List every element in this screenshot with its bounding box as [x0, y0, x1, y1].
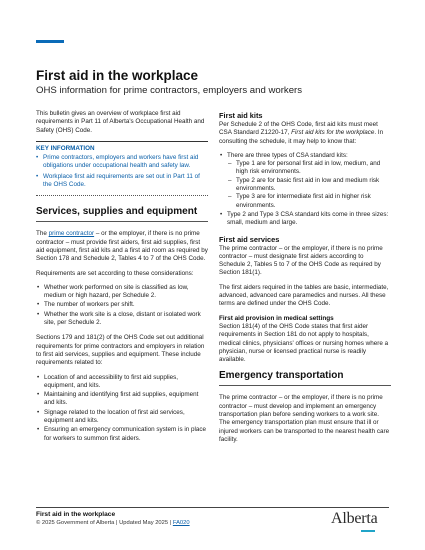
considerations-list [36, 284, 208, 327]
kits-list [219, 152, 391, 228]
services-paragraph-3: Sections 179 and 181(2) of the OHS Code set out additional requirements for prime contractors and employers in relation to first aid services, supplies and equipment. These include requirements related to: [36, 334, 205, 367]
footer-copyright-text: © 2025 Government of Alberta | Updated May 2025 | [36, 520, 172, 526]
page-title: First aid in the workplace [36, 68, 199, 83]
kit-type-item: – Type 2 are for basic first aid in low and medium risk environments. [227, 177, 391, 194]
services-paragraph-1 [36, 230, 208, 263]
requirement-item: • Signage related to the location of first aid services, equipment and kits. [36, 409, 208, 426]
first-aid-services-paragraph-1: The prime contractor – or the employer, if there is no prime contractor – must designate first aiders according to Schedule 2, Tables 5 to 7 of the OHS Code as required by Section 181(1). [219, 244, 383, 277]
alberta-logo-underline [361, 530, 375, 532]
kits-list-item: • Type 2 and Type 3 CSA standard kits come in three sizes: small, medium and large. [219, 211, 391, 228]
kits-paragraph [219, 121, 391, 146]
key-information-item: • Workplace first aid requirements are set out in Part 11 of the OHS Code. [36, 173, 208, 190]
kit-types-intro: There are three types of CSA standard kits: [227, 151, 348, 159]
section-rule [219, 385, 391, 386]
prime-contractor-link[interactable]: prime contractor [48, 230, 95, 238]
footer-title: First aid in the workplace [36, 511, 116, 518]
medical-settings-paragraph: Section 181(4) of the OHS Code states that first aider requirements in Section 181 do not apply to hospitals, medical clinics, physicians' offices or nursing homes where a physician, nurse or licensed practical nurse is readily available. [219, 322, 389, 364]
kit-types-list [227, 160, 391, 210]
footer-code-link[interactable]: FA020 [172, 520, 190, 526]
key-information-box [36, 141, 208, 196]
first-aid-services-heading: First aid services [219, 234, 280, 244]
transport-paragraph: The prime contractor – or the employer, if there is no prime contractor – must develop and implement an emergency transportation plan before sending workers to a work site. The emergency transportation plan must ensure that ill or injured workers can be transported to the nearest health care facility. [219, 394, 390, 443]
kits-list-item [219, 152, 391, 210]
services-paragraph-2: Requirements are set according to these considerations: [36, 269, 194, 277]
kits-p1-rest: . In consulting the schedule, it may help to know that: [219, 129, 384, 145]
requirement-item: • Location of and accessibility to first aid supplies, equipment, and kits. [36, 374, 208, 391]
left-column [36, 110, 208, 450]
services-heading: Services, supplies and equipment [36, 206, 198, 218]
transport-heading: Emergency transportation [219, 370, 344, 382]
consideration-item: • Whether the work site is a close, distant or isolated work site, per Schedule 2. [36, 311, 208, 328]
consideration-item: • Whether work performed on site is classified as low, medium or high hazard, per Schedule 2. [36, 284, 208, 301]
right-column [219, 111, 391, 450]
kit-type-item: – Type 1 are for personal first aid in low, medium, and high risk environments. [227, 160, 391, 177]
section-rule [36, 221, 208, 222]
services-p1-prefix: The [36, 230, 47, 238]
footer-rule [36, 507, 389, 508]
footer-copyright [36, 520, 190, 526]
services-p1-rest: – or the employer, if there is no prime contractor – must provide first aiders, first aid supplies, first aid equipment, first aid kits and a first aid room as required by Section 178 and Schedule 2, Tables 4 to 7 of the OHS Code. [36, 230, 208, 263]
key-information-title: KEY INFORMATION [36, 144, 95, 152]
accent-bar [36, 40, 64, 43]
key-information-item: • Prime contractors, employers and workers have first aid obligations under occupational health and safety law. [36, 154, 208, 171]
kits-heading: First aid kits [219, 111, 263, 120]
alberta-logo: Alberta [331, 510, 378, 527]
key-information-list [36, 154, 208, 189]
page-subtitle: OHS information for prime contractors, employers and workers [36, 85, 303, 96]
first-aid-services-paragraph-2: The first aiders required in the tables are basic, intermediate, advanced, advanced care paramedics and nurses. All these terms are defined under the OHS Code. [219, 283, 389, 308]
kits-p1: Per Schedule 2 of the OHS Code, first aid kits must meet CSA Standard Z1220-17, [219, 121, 378, 137]
medical-settings-heading: First aid provision in medical settings [219, 314, 334, 322]
kit-type-item: – Type 3 are for intermediate first aid in higher risk environments. [227, 193, 391, 210]
consideration-item: • The number of workers per shift. [36, 301, 208, 309]
requirements-list [36, 374, 208, 443]
requirement-item: • Ensuring an emergency communication system is in place for workers to summon first aiders. [36, 426, 208, 443]
intro-paragraph: This bulletin gives an overview of workplace first aid requirements in Part 11 of Alberta's Occupational Health and Safety (OHS) Code. [36, 110, 205, 134]
kits-standard-title: First aid kits for the workplace [291, 129, 375, 137]
requirement-item: • Maintaining and identifying first aid supplies, equipment and kits. [36, 391, 208, 408]
